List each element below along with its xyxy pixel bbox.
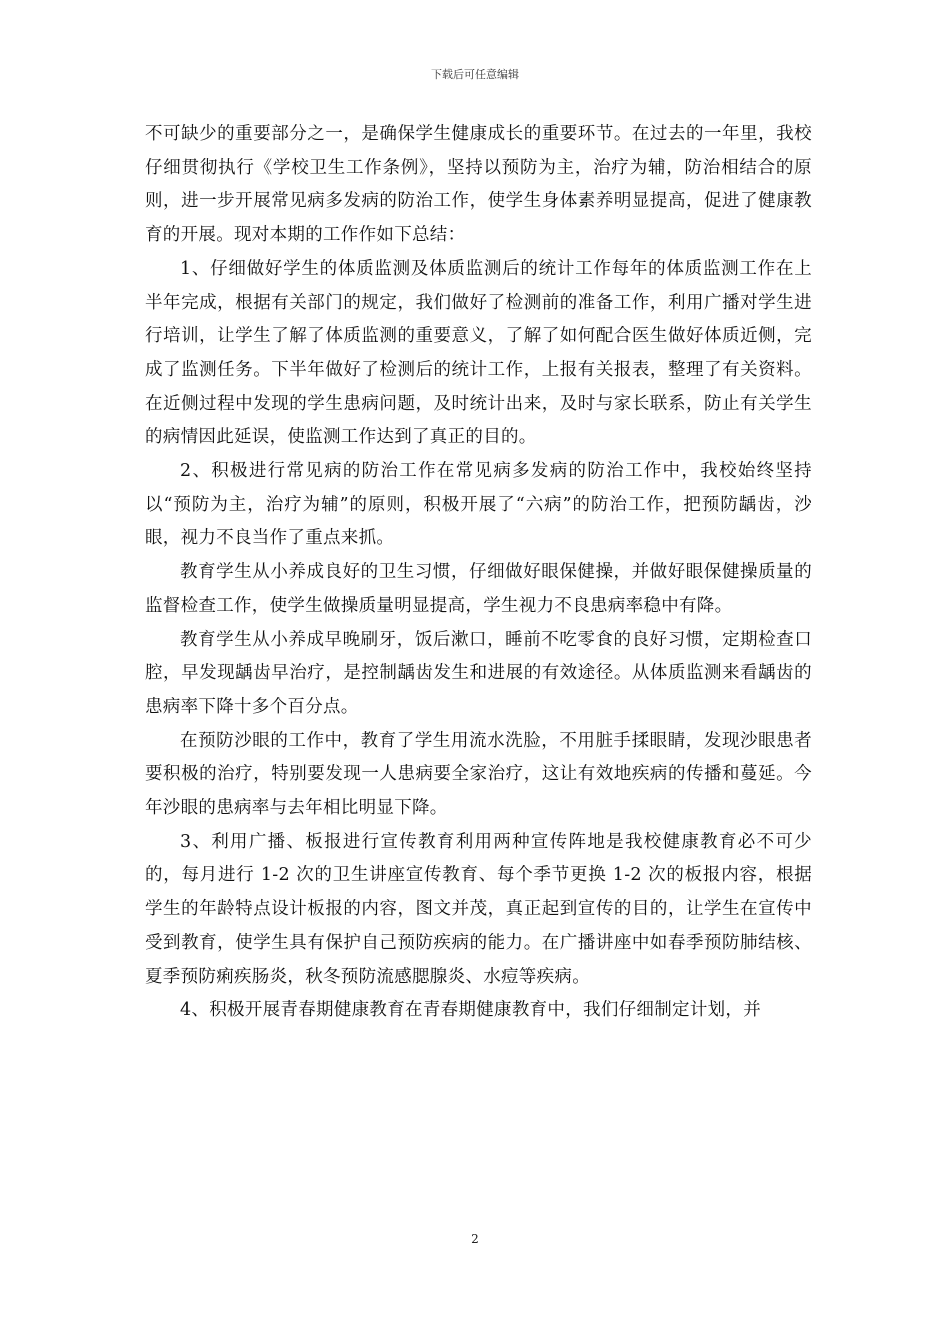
paragraph: 3、利用广播、板报进行宣传教育利用两种宣传阵地是我校健康教育必不可少的，每月进行 1-2 次的卫生讲座宣传教育、每个季节更换 1-2 次的板报内容，根据学生的年龄特点设计板报的内容，图文并茂，真正起到宣传的目的，让学生在宣传中受到教育，使学生具有保护自己预防疾病的能力。在广播讲座中如春季预防肺结核、夏季预防痢疾肠炎，秋冬预防流感腮腺炎、水痘等疾病。	[145, 831, 812, 987]
paragraph: 在预防沙眼的工作中，教育了学生用流水洗脸，不用脏手揉眼睛，发现沙眼患者要积极的治疗，特别要发现一人患病要全家治疗，这让有效地疾病的传播和蔓延。今年沙眼的患病率与去年相比明显下降。	[145, 730, 812, 819]
paragraph: 2、积极进行常见病的防治工作在常见病多发病的防治工作中，我校始终坚持以“预防为主，治疗为辅”的原则，积极开展了“六病”的防治工作，把预防龋齿，沙眼，视力不良当作了重点来抓。	[145, 461, 812, 549]
paragraph: 教育学生从小养成早晚刷牙，饭后漱口，睡前不吃零食的良好习惯，定期检查口腔，早发现龋齿早治疗，是控制龋齿发生和进展的有效途径。从体质监测来看龋齿的患病率下降十多个百分点。	[145, 629, 812, 717]
document-body	[145, 118, 812, 1028]
paragraph: 4、积极开展青春期健康教育在青春期健康教育中，我们仔细制定计划，并	[180, 1000, 762, 1021]
page-header: 下载后可任意编辑	[431, 68, 519, 81]
paragraph: 教育学生从小养成良好的卫生习惯，仔细做好眼保健操，并做好眼保健操质量的监督检查工作，使学生做操质量明显提高，学生视力不良患病率稳中有降。	[145, 562, 812, 616]
paragraph: 1、仔细做好学生的体质监测及体质监测后的统计工作每年的体质监测工作在上半年完成，根据有关部门的规定，我们做好了检测前的准备工作，利用广播对学生进行培训，让学生了解了体质监测的重要意义，了解了如何配合医生做好体质近侧，完成了监测任务。下半年做好了检测后的统计工作，上报有关报表，整理了有关资料。在近侧过程中发现的学生患病问题，及时统计出来，及时与家长联系，防止有关学生的病情因此延误，使监测工作达到了真正的目的。	[145, 258, 812, 448]
page-number: 2	[471, 1232, 479, 1246]
paragraph: 不可缺少的重要部分之一，是确保学生健康成长的重要环节。在过去的一年里，我校仔细贯彻执行《学校卫生工作条例》，坚持以预防为主，治疗为辅，防治相结合的原则，进一步开展常见病多发病的防治工作，使学生身体素养明显提高，促进了健康教育的开展。现对本期的工作作如下总结：	[145, 124, 812, 246]
